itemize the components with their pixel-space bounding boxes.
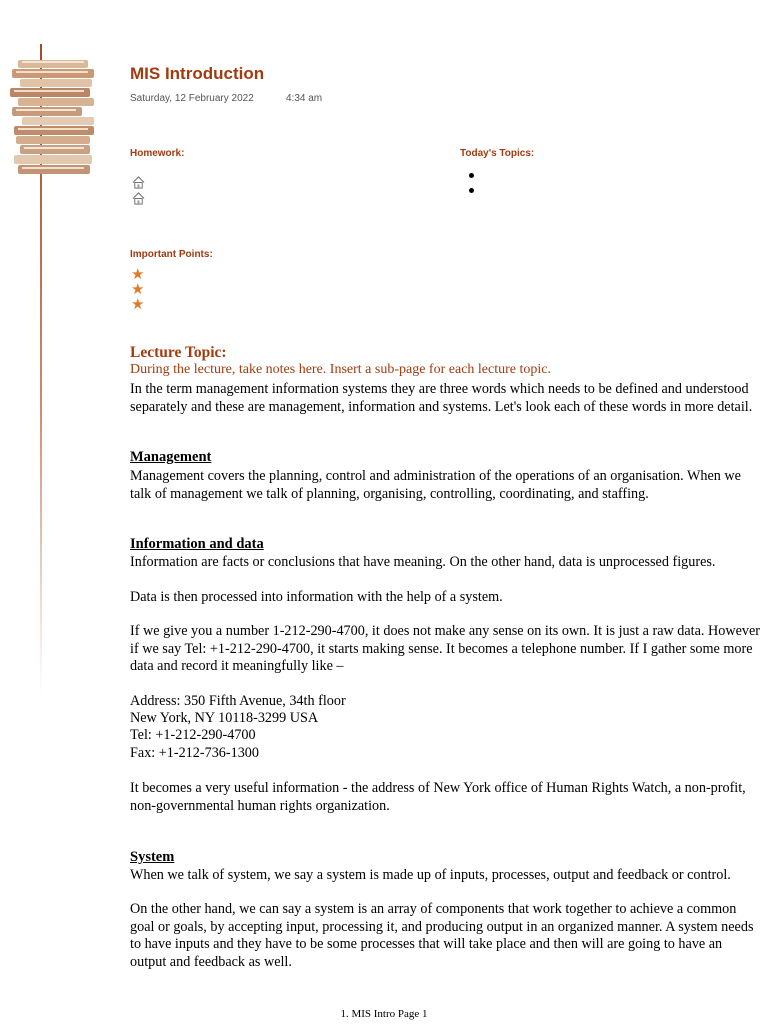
topic-bullet	[469, 173, 474, 178]
information-text-3: If we give you a number 1-212-290-4700, it does not make any sense on its own. It is just a raw data. However if we say Tel: +1-212-290-4700, it starts making sense. It becomes a telephone number. If I gather some more data and record it meaningfully like –	[130, 623, 761, 674]
star-icon: ★	[131, 267, 145, 283]
information-text-2: Data is then processed into information with the help of a system.	[130, 589, 503, 605]
lecture-instruction: During the lecture, take notes here. Insert a sub-page for each lecture topic.	[130, 362, 551, 377]
lecture-intro: In the term management information systems they are three words which needs to be defined and understood separately and these are management, information and systems. Let's look each of these words in more detail.	[130, 381, 753, 415]
book-stack-icon	[8, 58, 102, 178]
lecture-heading: Lecture Topic:	[130, 344, 227, 361]
important-label: Important Points:	[130, 249, 213, 260]
house-icon[interactable]	[132, 176, 145, 189]
address-line-4: Fax: +1-212-736-1300	[130, 745, 259, 761]
homework-label: Homework:	[130, 148, 185, 159]
address-line-2: New York, NY 10118-3299 USA	[130, 710, 319, 726]
system-heading: System	[130, 849, 175, 865]
page-date: Saturday, 12 February 2022	[130, 93, 254, 104]
address-line-3: Tel: +1-212-290-4700	[130, 727, 256, 743]
page-title: MIS Introduction	[130, 64, 265, 83]
system-text-1: When we talk of system, we say a system is made up of inputs, processes, output and feedback or control.	[130, 867, 731, 883]
page-time: 4:34 am	[286, 93, 323, 104]
topic-bullet	[469, 188, 474, 193]
information-heading: Information and data	[130, 536, 264, 552]
topics-label: Today's Topics:	[460, 148, 535, 159]
information-text-4: It becomes a very useful information - the address of New York office of Human Rights Watch, a non-profit, non-governmental human rights organization.	[130, 780, 746, 814]
address-line-1: Address: 350 Fifth Avenue, 34th floor	[130, 693, 346, 709]
management-text: Management covers the planning, control and administration of the operations of an organisation. When we talk of management we talk of planning, organising, controlling, coordinating, and staffing.	[130, 468, 741, 502]
page-footer: 1. MIS Intro Page 1	[340, 1008, 428, 1020]
star-icon: ★	[131, 297, 145, 313]
information-text-1: Information are facts or conclusions that have meaning. On the other hand, data is unprocessed figures.	[130, 554, 716, 570]
house-icon[interactable]	[132, 192, 145, 205]
system-text-2: On the other hand, we can say a system is an array of components that work together to achieve a common goal or goals, by accepting input, processing it, and producing output in an organized manner. A system needs to have inputs and they have to be some processes that will take place and then will are going to have an output and feedback as well.	[130, 901, 754, 970]
management-heading: Management	[130, 449, 212, 465]
star-icon: ★	[131, 282, 145, 298]
